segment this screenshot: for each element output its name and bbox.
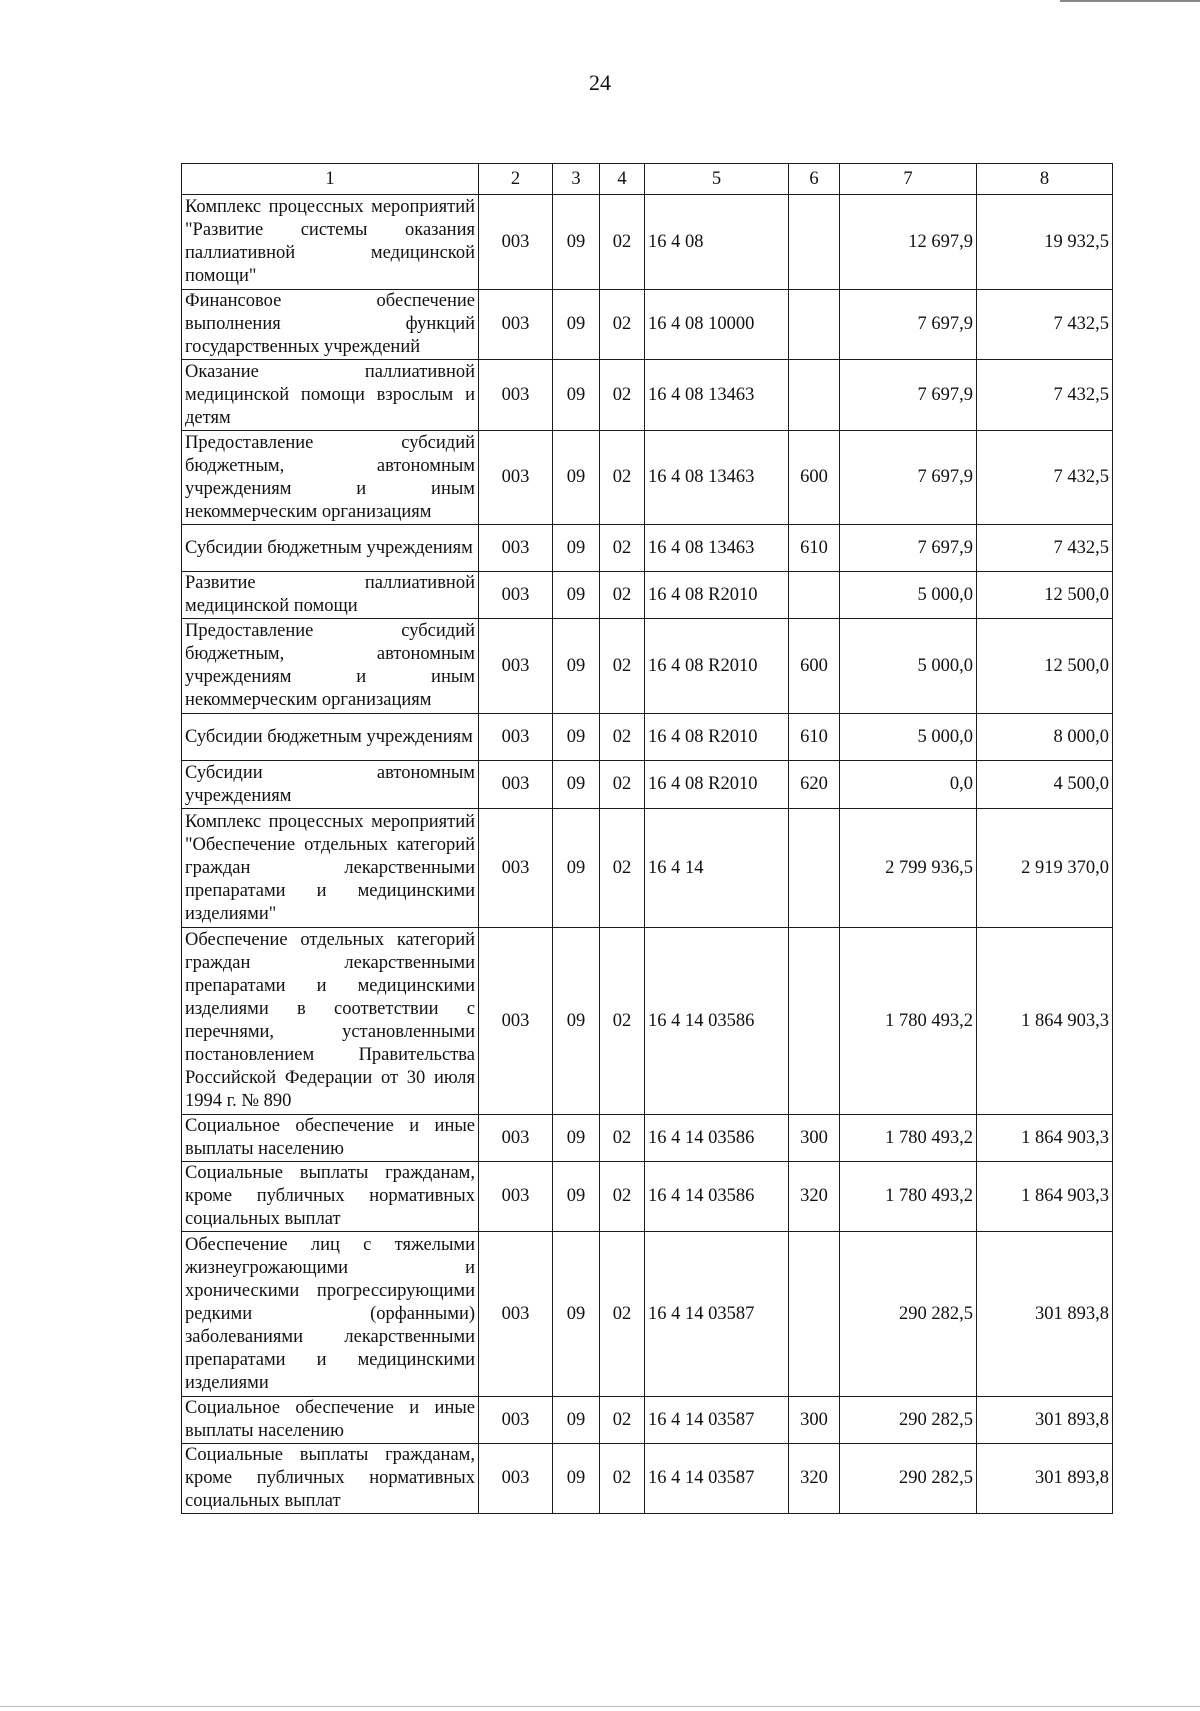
table-row: [182, 1115, 1113, 1162]
column-header: 4: [600, 164, 645, 195]
cell-col-7: 1 780 493,2: [840, 1162, 977, 1232]
table-row: [182, 1444, 1113, 1514]
page-number: 24: [589, 70, 611, 95]
cell-col-7: 7 697,9: [840, 360, 977, 431]
cell-col-8: 1 864 903,3: [977, 1115, 1113, 1162]
cell-col-3: 09: [553, 1232, 600, 1397]
cell-col-8: 1 864 903,3: [977, 928, 1113, 1115]
cell-col-2: 003: [479, 1397, 553, 1444]
cell-col-5: 16 4 08 10000: [645, 290, 789, 360]
cell-col-5: 16 4 14: [645, 809, 789, 928]
scan-edge-line: [1060, 0, 1200, 2]
cell-col-5: 16 4 08 R2010: [645, 714, 789, 761]
row-name-cell: Комплекс процессных мероприятий "Развитие системы оказания паллиативной медицинской помощи": [182, 195, 479, 290]
cell-col-6: [789, 809, 840, 928]
cell-col-5: 16 4 14 03587: [645, 1232, 789, 1397]
cell-col-7: 7 697,9: [840, 525, 977, 572]
cell-col-6: 610: [789, 714, 840, 761]
cell-col-2: 003: [479, 619, 553, 714]
cell-col-6: 300: [789, 1397, 840, 1444]
cell-col-4: 02: [600, 525, 645, 572]
cell-col-7: 5 000,0: [840, 714, 977, 761]
cell-col-4: 02: [600, 1397, 645, 1444]
cell-col-5: 16 4 14 03586: [645, 1162, 789, 1232]
table-row: [182, 1162, 1113, 1232]
cell-col-6: 320: [789, 1444, 840, 1514]
cell-col-6: [789, 1232, 840, 1397]
row-name-cell: Социальное обеспечение и иные выплаты населению: [182, 1397, 479, 1444]
cell-col-8: 2 919 370,0: [977, 809, 1113, 928]
cell-col-6: 620: [789, 761, 840, 809]
cell-col-4: 02: [600, 1444, 645, 1514]
cell-col-6: [789, 195, 840, 290]
table-row: [182, 714, 1113, 761]
column-header: 1: [182, 164, 479, 195]
cell-col-8: 8 000,0: [977, 714, 1113, 761]
cell-col-7: 290 282,5: [840, 1444, 977, 1514]
cell-col-3: 09: [553, 360, 600, 431]
cell-col-7: 290 282,5: [840, 1232, 977, 1397]
cell-col-2: 003: [479, 525, 553, 572]
cell-col-7: 12 697,9: [840, 195, 977, 290]
row-name-cell: Социальные выплаты гражданам, кроме публичных нормативных социальных выплат: [182, 1162, 479, 1232]
cell-col-4: 02: [600, 360, 645, 431]
cell-col-7: 5 000,0: [840, 572, 977, 619]
row-name-cell: Предоставление субсидий бюджетным, автономным учреждениям и иным некоммерческим организациям: [182, 619, 479, 714]
cell-col-8: 19 932,5: [977, 195, 1113, 290]
row-name-cell: Субсидии автономным учреждениям: [182, 761, 479, 809]
cell-col-7: 1 780 493,2: [840, 1115, 977, 1162]
cell-col-8: 12 500,0: [977, 619, 1113, 714]
cell-col-8: 4 500,0: [977, 761, 1113, 809]
row-name-cell: Социальное обеспечение и иные выплаты населению: [182, 1115, 479, 1162]
row-name-cell: Развитие паллиативной медицинской помощи: [182, 572, 479, 619]
cell-col-7: 2 799 936,5: [840, 809, 977, 928]
cell-col-2: 003: [479, 195, 553, 290]
cell-col-7: 290 282,5: [840, 1397, 977, 1444]
table-row: [182, 619, 1113, 714]
row-name-cell: Оказание паллиативной медицинской помощи взрослым и детям: [182, 360, 479, 431]
cell-col-4: 02: [600, 290, 645, 360]
cell-col-5: 16 4 08 R2010: [645, 761, 789, 809]
column-header: 3: [553, 164, 600, 195]
cell-col-3: 09: [553, 928, 600, 1115]
column-header: 6: [789, 164, 840, 195]
column-header: 5: [645, 164, 789, 195]
cell-col-8: 301 893,8: [977, 1444, 1113, 1514]
cell-col-6: 600: [789, 619, 840, 714]
table-row: [182, 572, 1113, 619]
cell-col-3: 09: [553, 1115, 600, 1162]
scan-edge-line: [0, 1706, 1200, 1707]
table-row: [182, 431, 1113, 525]
row-name-cell: Обеспечение лиц с тяжелыми жизнеугрожающими и хроническими прогрессирующими редкими (орфанными) заболеваниями лекарственными препаратами и медицинскими изделиями: [182, 1232, 479, 1397]
cell-col-2: 003: [479, 761, 553, 809]
cell-col-2: 003: [479, 1115, 553, 1162]
cell-col-3: 09: [553, 195, 600, 290]
cell-col-3: 09: [553, 761, 600, 809]
cell-col-8: 301 893,8: [977, 1397, 1113, 1444]
cell-col-4: 02: [600, 1232, 645, 1397]
table-row: [182, 195, 1113, 290]
table-row: [182, 1232, 1113, 1397]
column-header: 7: [840, 164, 977, 195]
cell-col-3: 09: [553, 1397, 600, 1444]
cell-col-5: 16 4 08 13463: [645, 360, 789, 431]
cell-col-4: 02: [600, 195, 645, 290]
cell-col-3: 09: [553, 714, 600, 761]
cell-col-3: 09: [553, 525, 600, 572]
cell-col-4: 02: [600, 714, 645, 761]
cell-col-2: 003: [479, 572, 553, 619]
cell-col-5: 16 4 08 R2010: [645, 572, 789, 619]
row-name-cell: Обеспечение отдельных категорий граждан лекарственными препаратами и медицинскими изделиями в соответствии с перечнями, установленными постановлением Правительства Российской Федерации от 30 июля 1994 г. № 890: [182, 928, 479, 1115]
cell-col-5: 16 4 14 03587: [645, 1397, 789, 1444]
cell-col-7: 7 697,9: [840, 290, 977, 360]
cell-col-6: [789, 928, 840, 1115]
table-row: [182, 761, 1113, 809]
table-row: [182, 928, 1113, 1115]
cell-col-3: 09: [553, 809, 600, 928]
cell-col-3: 09: [553, 619, 600, 714]
table-row: [182, 1397, 1113, 1444]
cell-col-7: 5 000,0: [840, 619, 977, 714]
cell-col-5: 16 4 08 R2010: [645, 619, 789, 714]
table-row: [182, 360, 1113, 431]
cell-col-6: [789, 572, 840, 619]
cell-col-6: [789, 290, 840, 360]
cell-col-2: 003: [479, 714, 553, 761]
row-name-cell: Субсидии бюджетным учреждениям: [182, 525, 479, 572]
cell-col-4: 02: [600, 1115, 645, 1162]
row-name-cell: Комплекс процессных мероприятий "Обеспечение отдельных категорий граждан лекарственными препаратами и медицинскими изделиями": [182, 809, 479, 928]
cell-col-6: 300: [789, 1115, 840, 1162]
cell-col-5: 16 4 08: [645, 195, 789, 290]
cell-col-6: 600: [789, 431, 840, 525]
cell-col-4: 02: [600, 572, 645, 619]
cell-col-2: 003: [479, 290, 553, 360]
cell-col-4: 02: [600, 1162, 645, 1232]
cell-col-2: 003: [479, 1444, 553, 1514]
cell-col-3: 09: [553, 572, 600, 619]
header-row: [182, 164, 1113, 195]
budget-table: [181, 163, 1113, 1514]
row-name-cell: Финансовое обеспечение выполнения функций государственных учреждений: [182, 290, 479, 360]
cell-col-8: 1 864 903,3: [977, 1162, 1113, 1232]
cell-col-8: 301 893,8: [977, 1232, 1113, 1397]
row-name-cell: Социальные выплаты гражданам, кроме публичных нормативных социальных выплат: [182, 1444, 479, 1514]
cell-col-4: 02: [600, 431, 645, 525]
cell-col-2: 003: [479, 809, 553, 928]
cell-col-4: 02: [600, 809, 645, 928]
cell-col-8: 7 432,5: [977, 290, 1113, 360]
cell-col-8: 12 500,0: [977, 572, 1113, 619]
cell-col-2: 003: [479, 431, 553, 525]
row-name-cell: Субсидии бюджетным учреждениям: [182, 714, 479, 761]
cell-col-5: 16 4 14 03586: [645, 928, 789, 1115]
cell-col-8: 7 432,5: [977, 360, 1113, 431]
cell-col-7: 0,0: [840, 761, 977, 809]
cell-col-3: 09: [553, 290, 600, 360]
cell-col-4: 02: [600, 619, 645, 714]
cell-col-4: 02: [600, 928, 645, 1115]
cell-col-5: 16 4 08 13463: [645, 525, 789, 572]
cell-col-2: 003: [479, 1162, 553, 1232]
cell-col-4: 02: [600, 761, 645, 809]
cell-col-7: 1 780 493,2: [840, 928, 977, 1115]
cell-col-3: 09: [553, 1444, 600, 1514]
cell-col-6: 610: [789, 525, 840, 572]
cell-col-3: 09: [553, 431, 600, 525]
column-header: 2: [479, 164, 553, 195]
cell-col-6: 320: [789, 1162, 840, 1232]
table-row: [182, 290, 1113, 360]
cell-col-2: 003: [479, 928, 553, 1115]
table-row: [182, 809, 1113, 928]
column-header: 8: [977, 164, 1113, 195]
cell-col-5: 16 4 14 03586: [645, 1115, 789, 1162]
row-name-cell: Предоставление субсидий бюджетным, автономным учреждениям и иным некоммерческим организациям: [182, 431, 479, 525]
cell-col-8: 7 432,5: [977, 525, 1113, 572]
cell-col-2: 003: [479, 1232, 553, 1397]
cell-col-5: 16 4 14 03587: [645, 1444, 789, 1514]
cell-col-7: 7 697,9: [840, 431, 977, 525]
cell-col-8: 7 432,5: [977, 431, 1113, 525]
cell-col-5: 16 4 08 13463: [645, 431, 789, 525]
cell-col-2: 003: [479, 360, 553, 431]
table-row: [182, 525, 1113, 572]
cell-col-3: 09: [553, 1162, 600, 1232]
cell-col-6: [789, 360, 840, 431]
